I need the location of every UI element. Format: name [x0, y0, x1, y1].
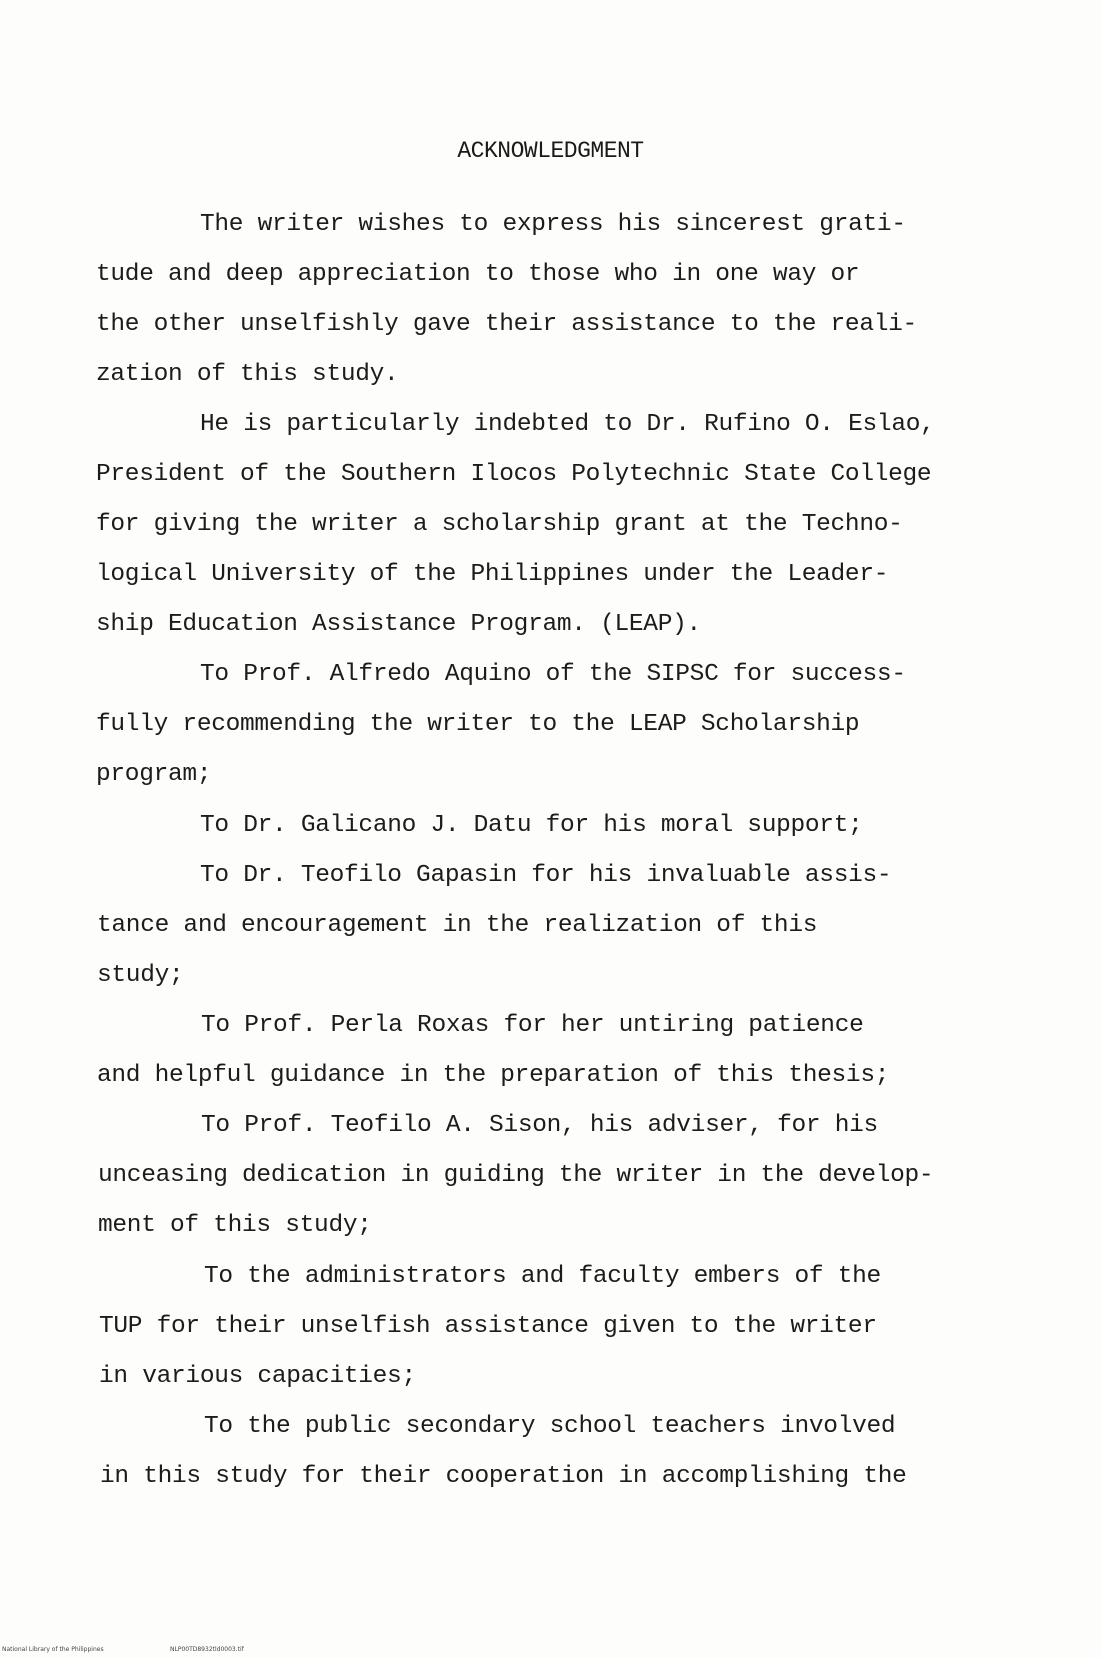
- text-line: The writer wishes to express his sincerest grati-: [200, 211, 906, 238]
- text-line: To Prof. Perla Roxas for her untiring patience: [201, 1012, 864, 1039]
- text-line: To Prof. Alfredo Aquino of the SIPSC for success-: [200, 661, 906, 688]
- text-line: ment of this study;: [98, 1212, 372, 1239]
- text-line: fully recommending the writer to the LEAP Scholarship: [96, 711, 860, 738]
- text-line: To Dr. Galicano J. Datu for his moral support;: [200, 812, 863, 839]
- text-line: and helpful guidance in the preparation of this thesis;: [97, 1062, 890, 1089]
- footer-library: National Library of the Philippines: [2, 1646, 104, 1653]
- text-line: the other unselfishly gave their assistance to the reali-: [96, 311, 917, 338]
- text-line: unceasing dedication in guiding the writer in the develop-: [98, 1162, 934, 1189]
- footer-file-id: NLP00TD8932tld0003.tif: [170, 1646, 244, 1653]
- page-title: ACKNOWLEDGMENT: [457, 138, 644, 164]
- text-line: program;: [96, 761, 212, 788]
- text-line: tude and deep appreciation to those who in one way or: [96, 261, 860, 288]
- text-line: To Dr. Teofilo Gapasin for his invaluable assis-: [200, 862, 892, 889]
- text-line: To the administrators and faculty embers of the: [204, 1263, 881, 1290]
- text-line: TUP for their unselfish assistance given to the writer: [99, 1313, 877, 1340]
- text-line: in this study for their cooperation in accomplishing the: [100, 1463, 907, 1490]
- text-line: study;: [97, 962, 184, 989]
- text-line: To the public secondary school teachers involved: [204, 1413, 896, 1440]
- text-line: zation of this study.: [96, 361, 399, 388]
- text-line: logical University of the Philippines under the Leader-: [96, 561, 889, 588]
- text-line: tance and encouragement in the realization of this: [97, 912, 818, 939]
- text-line: He is particularly indebted to Dr. Rufino O. Eslao,: [200, 411, 935, 438]
- text-line: President of the Southern Ilocos Polytechnic State College: [96, 461, 932, 488]
- text-line: ship Education Assistance Program. (LEAP).: [96, 611, 701, 638]
- text-line: To Prof. Teofilo A. Sison, his adviser, for his: [201, 1112, 878, 1139]
- text-line: for giving the writer a scholarship grant at the Techno-: [96, 511, 903, 538]
- text-line: in various capacities;: [99, 1363, 416, 1390]
